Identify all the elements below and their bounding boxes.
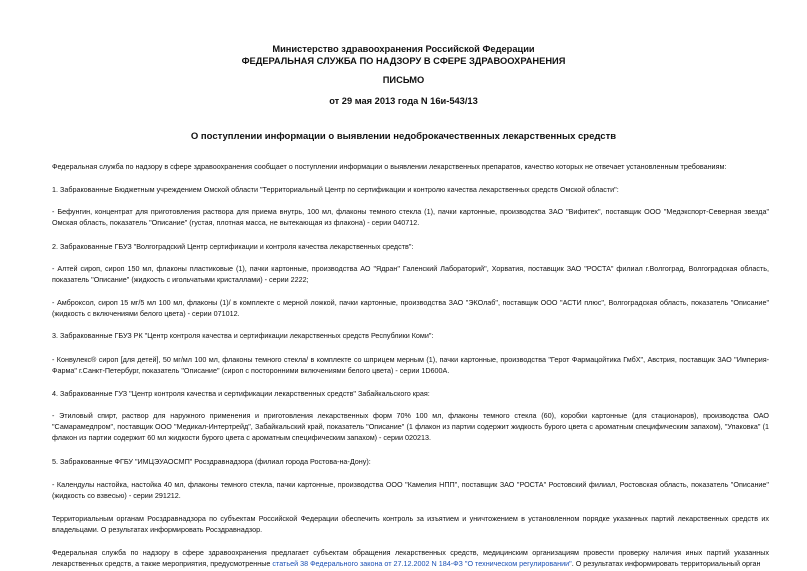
closing-text-start: Федеральная служба по надзору в сфере здравоохранения предлагает субъектам обращения лекарственных средств, медицинским организациям провести проверку наличия иных партий указанных лекарственных средств, а также мероприятия, предусмотренные [52,548,769,568]
closing-paragraph [52,547,769,569]
letter-body [52,161,769,569]
section-2-item-1: - Алтей сироп, сироп 150 мл, флаконы пластиковые (1), пачки картонные, производства АО "Ядран" Галенский Лабораторий", Хорватия, поставщик ЗАО "РОСТА" филиал г.Волгоград, Волгоградская область, показатель "Описание" (жидкость с игольчатыми кристаллами) - серии 2222; [52,264,769,284]
territorial-instruction-paragraph: Территориальным органам Росздравнадзора по субъектам Российской Федерации обеспечить контроль за изъятием и уничтожением в установленном порядке указанных партий лекарственных средств их владельцами. О результатах информировать Росздравнадзор. [52,514,769,534]
section-3-heading: 3. Забракованные ГБУЗ РК "Центр контроля качества и сертификации лекарственных средств Республики Коми": [52,331,434,340]
section-2-heading: 2. Забракованные ГБУЗ "Волгоградский Центр сертификации и контроля качества лекарственных средств": [52,242,414,251]
closing-text-end: . О результатах информировать территориальный орган [571,559,761,568]
service-name: ФЕДЕРАЛЬНАЯ СЛУЖБА ПО НАДЗОРУ В СФЕРЕ ЗДРАВООХРАНЕНИЯ [241,55,566,66]
section-5-heading: 5. Забракованные ФГБУ "ИМЦЭУАОСМП" Росздравнадзора (филиал города Ростова-на-Дону): [52,457,371,466]
federal-law-article-link[interactable]: статьей 38 Федерального закона от 27.12.2002 N 184-ФЗ [272,559,463,568]
section-4-heading: 4. Забракованные ГУЗ "Центр контроля качества и сертификации лекарственных средств" Забайкальского края: [52,389,430,398]
letter-title: О поступлении информации о выявлении недоброкачественных лекарственных средств [190,131,617,142]
ministry-name: Министерство здравоохранения Российской Федерации [272,44,535,54]
section-3-item-1: - Конвулекс® сироп [для детей], 50 мг/мл 100 мл, флаконы темного стекла/ в комплекте со шприцем мерным (1), пачки картонные, производства "Герот Фармацойтика ГмбХ", Австрия, поставщик ЗАО "Империя-Фарма" г.Санкт-Петербург, показатель "Описание" (сироп с посторонними включениями белого цвета) - серии 1D600A. [52,355,769,375]
section-5-item-1: - Календулы настойка, настойка 40 мл, флаконы темного стекла, пачки картонные, производства ООО "Камелия НПП", поставщик ЗАО "РОСТА" Ростовский филиал, Ростовская область, показатель "Описание" (жидкость со взвесью) - серии 291212. [52,480,769,500]
document-type: ПИСЬМО [382,75,425,85]
intro-paragraph: Федеральная служба по надзору в сфере здравоохранения сообщает о поступлении информации о выявлении лекарственных препаратов, качество которых не отвечает установленным требованиям: [52,162,727,171]
section-1-heading: 1. Забракованные Бюджетным учреждением Омской области "Территориальный Центр по сертификации и контролю качества лекарственных средств Омской области": [52,185,619,194]
section-2-item-2: - Амброксол, сироп 15 мг/5 мл 100 мл, флаконы (1)/ в комплекте с мерной ложкой, пачки картонные, производства ЗАО "ЭКОлаб", поставщик ООО "АСТИ плюс", Волгоградская область, показатель "Описание" (жидкость с включениями белого цвета) - серии 071012. [52,298,769,318]
technical-regulation-link[interactable]: "О техническом регулировании" [464,559,572,568]
section-1-item-1: - Бефунгин, концентрат для приготовления раствора для приема внутрь, 100 мл, флаконы темного стекла (1), пачки картонные, производства ЗАО "Вифитех", поставщик ООО "Медэкспорт-Северная звезда" Омская область, показатель "Описание" (густая, плотная масса, не вытекающая из флакона) - серии 040712. [52,207,769,227]
section-4-item-1: - Этиловый спирт, раствор для наружного применения и приготовления лекарственных форм 70% 100 мл, флаконы темного стекла (60), коробки картонные (для стационаров), производства ОАО "Самарамедпром", поставщик ООО "Медикал-Интертрейд", Забайкальский край, показатель "Описание" (1 флакон из партии содержит жидкость бурого цвета с ароматным специфическим запахом), "Упаковка" (1 флакон из партии содержит 60 мл жидкости бурого цвета с ароматным специфическим запахом) - серии 020213. [52,411,769,442]
letter-header [0,44,807,107]
document-date-number: от 29 мая 2013 года N 16и-543/13 [329,95,478,106]
